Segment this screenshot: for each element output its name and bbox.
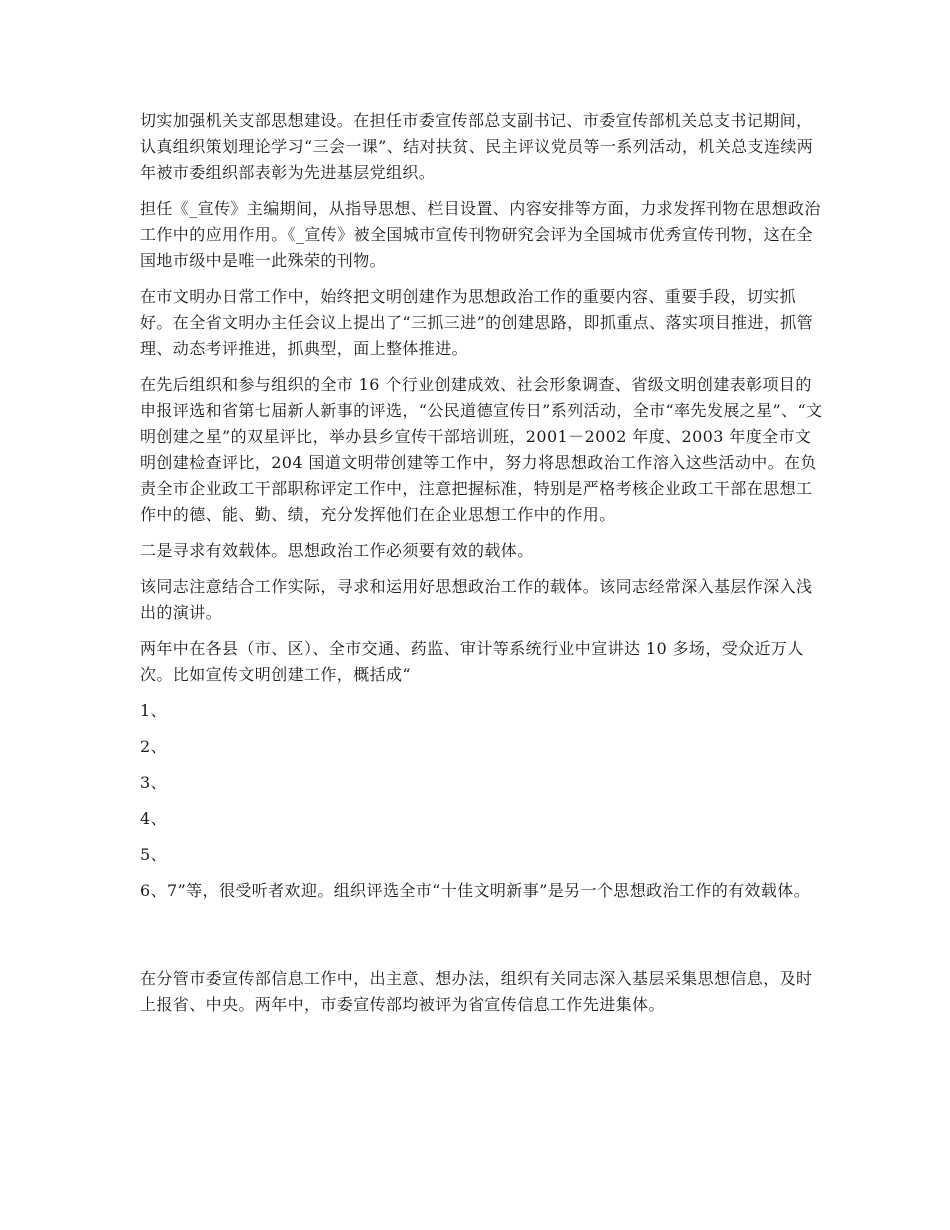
paragraph-information-work: 在分管市委宣传部信息工作中，出主意、想办法，组织有关同志深入基层采集思想信息，及时上报省、中央。两年中，市委宣传部均被评为省宣传信息工作先进集体。 — [140, 969, 813, 1014]
paragraph-lectures: 两年中在各县（市、区）、全市交通、药监、审计等系统行业中宣讲达 10 多场，受众近万人次。比如宣传文明创建工作，概括成“ — [140, 639, 804, 684]
list-item-5: 5、 — [140, 845, 167, 864]
paragraph-effective-carrier-heading: 二是寻求有效载体。思想政治工作必须要有效的载体。 — [140, 541, 534, 560]
paragraph-civilization-office: 在市文明办日常工作中，始终把文明创建作为思想政治工作的重要内容、重要手段，切实抓好。在全省文明办主任会议上提出了“三抓三进”的创建思路，即抓重点、落实项目推进，抓管理、动态考评推进，抓典型，面上整体推进。 — [140, 287, 814, 358]
list-item-3: 3、 — [140, 773, 167, 792]
list-item-1: 1、 — [140, 701, 167, 720]
paragraph-carrier-intro: 该同志注意结合工作实际，寻求和运用好思想政治工作的载体。该同志经常深入基层作深入浅出的演讲。 — [140, 577, 813, 622]
paragraph-activities: 在先后组织和参与组织的全市 16 个行业创建成效、社会形象调查、省级文明创建表彰项目的申报评选和省第七届新人新事的评选，“公民道德宣传日”系列活动，全市“率先发展之星”、“文明创建之星”的双星评比，举办县乡宣传干部培训班，2001－2002 年度、2003 年度全市文明创建检查评比，204 国道文明带创建等工作中，努力将思想政治工作溶入这些活动中。在负责全市企业政工干部职称评定工作中，注意把握标准，特别是严格考核企业政工干部在思想工作中的德、能、勤、绩，充分发挥他们在企业思想工作中的作用。 — [140, 375, 823, 524]
document-body — [140, 108, 825, 1028]
paragraph-editor-role: 担任《_宣传》主编期间，从指导思想、栏目设置、内容安排等方面，力求发挥刊物在思想政治工作中的应用作用。《_宣传》被全国城市宣传刊物研究会评为全国城市优秀宣传刊物，这在全国地市级中是唯一此殊荣的刊物。 — [140, 199, 821, 270]
paragraph-top-ten-events: 6、7”等，很受听者欢迎。组织评选全市“十佳文明新事”是另一个思想政治工作的有效载体。 — [140, 881, 811, 900]
list-item-2: 2、 — [140, 737, 167, 756]
paragraph-branch-building: 切实加强机关支部思想建设。在担任市委宣传部总支副书记、市委宣传部机关总支书记期间，认真组织策划理论学习“三会一课”、结对扶贫、民主评议党员等一系列活动，机关总支连续两年被市委组织部表彰为先进基层党组织。 — [140, 111, 814, 182]
list-item-4: 4、 — [140, 809, 167, 828]
paragraph-spacer — [140, 914, 825, 966]
